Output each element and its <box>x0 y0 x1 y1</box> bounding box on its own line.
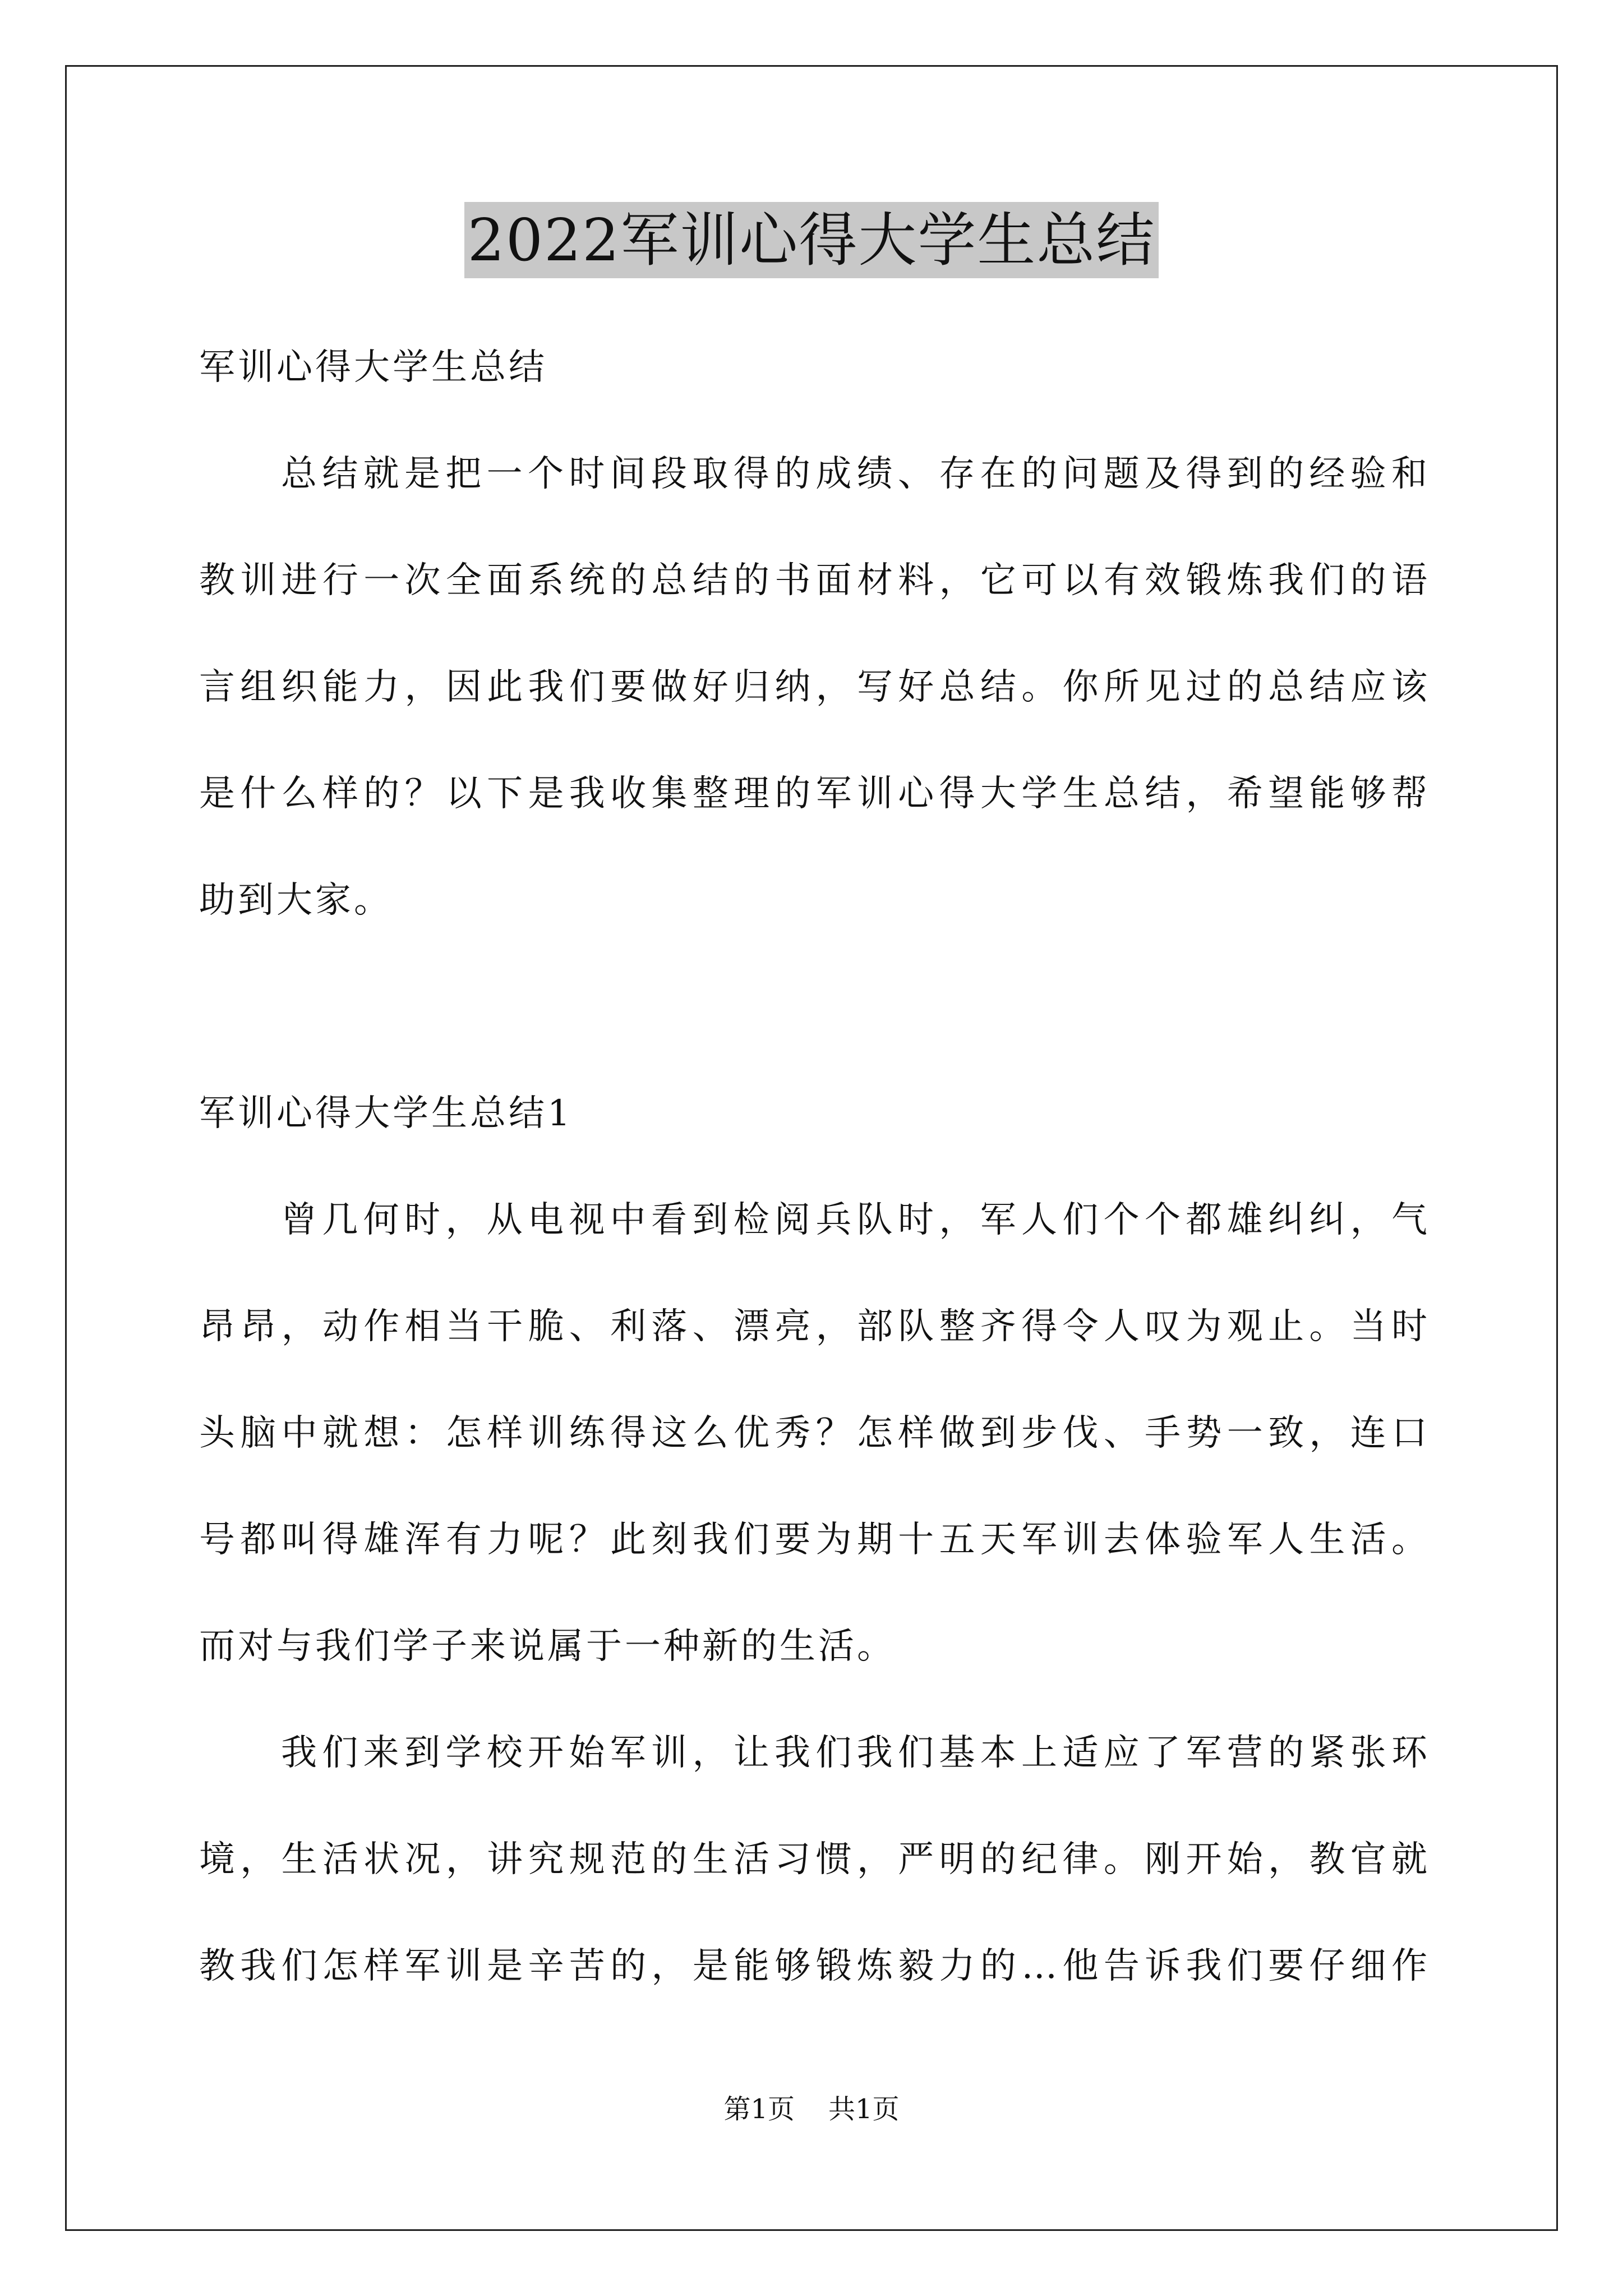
intro-line: 是什么样的？以下是我收集整理的军训心得大学生总结，希望能够帮 <box>199 773 1427 815</box>
paragraph-line: 境，生活状况，讲究规范的生活习惯，严明的纪律。刚开始，教官就 <box>199 1839 1427 1880</box>
paragraph-line: 头脑中就想：怎样训练得这么优秀？怎样做到步伐、手势一致，连口 <box>199 1412 1427 1454</box>
paragraph-line: 号都叫得雄浑有力呢？此刻我们要为期十五天军训去体验军人生活。 <box>199 1519 1427 1561</box>
document-title: 2022军训心得大学生总结 <box>464 202 1159 278</box>
intro-line: 助到大家。 <box>199 880 393 921</box>
subtitle: 军训心得大学生总结 <box>199 347 547 388</box>
intro-line: 言组织能力，因此我们要做好归纳，写好总结。你所见过的总结应该 <box>199 666 1427 708</box>
paragraph-line: 而对与我们学子来说属于一种新的生活。 <box>199 1626 896 1667</box>
section-spacer <box>199 954 1427 1060</box>
paragraph-line: 我们来到学校开始军训，让我们我们基本上适应了军营的紧张环 <box>281 1732 1427 1774</box>
paragraph-line: 曾几何时，从电视中看到检阅兵队时，军人们个个都雄纠纠，气 <box>281 1199 1427 1241</box>
title-container <box>0 202 1623 278</box>
paragraph-line: 昂昂，动作相当干脆、利落、漂亮，部队整齐得令人叹为观止。当时 <box>199 1306 1427 1347</box>
document-body <box>199 314 1427 2019</box>
page-number-current: 第1页 <box>723 2093 795 2125</box>
intro-line: 总结就是把一个时间段取得的成绩、存在的问题及得到的经验和 <box>281 453 1427 495</box>
page-number-total: 共1页 <box>828 2093 900 2125</box>
page-footer <box>0 2092 1623 2126</box>
section-heading: 军训心得大学生总结1 <box>199 1093 573 1134</box>
intro-line: 教训进行一次全面系统的总结的书面材料，它可以有效锻炼我们的语 <box>199 560 1427 601</box>
paragraph-line: 教我们怎样军训是辛苦的，是能够锻炼毅力的…他告诉我们要仔细作 <box>199 1945 1427 1987</box>
